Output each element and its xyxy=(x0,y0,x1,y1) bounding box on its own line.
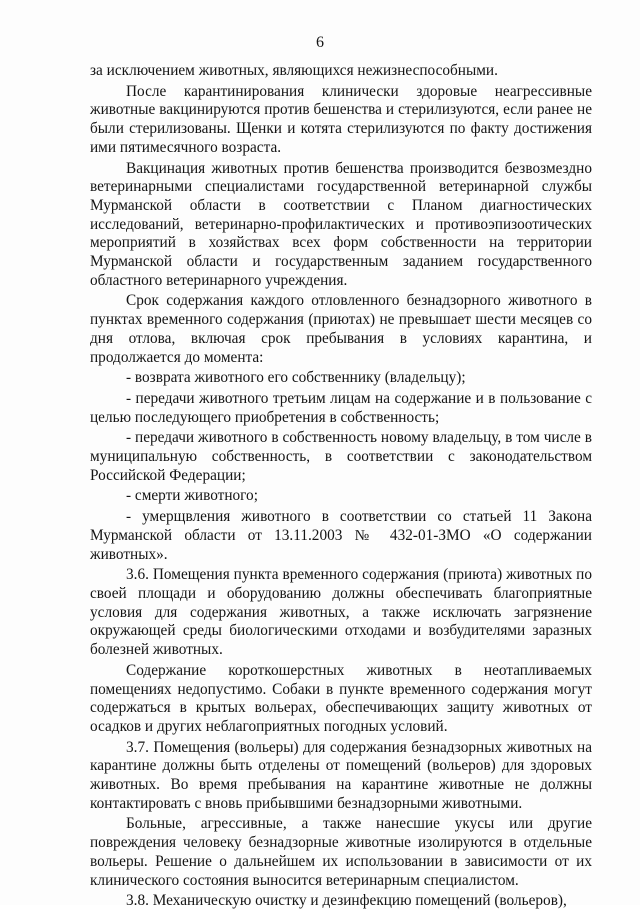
paragraph-section-3-7: 3.7. Помещения (вольеры) для содержания безнадзорных животных на карантине должны быть отделены от помещений (вольеров) для здоровых животных. Во время пребывания на карантине животные не должны контактировать с вновь прибывшими безнадзорными животными. xyxy=(90,738,592,812)
list-item-transfer-third-parties: - передачи животного третьим лицам на содержание и в пользование с целью последующего приобретения в собственность; xyxy=(90,389,592,426)
paragraph-section-3-6: 3.6. Помещения пункта временного содержания (приюта) животных по своей площади и оборудованию должны обеспечивать благоприятные условия для содержания животных, а также исключать загрязнение окружающей среды биологическими отходами и возбудителями заразных болезней животных. xyxy=(90,566,592,659)
paragraph-section-3-8: 3.8. Механическую очистку и дезинфекцию помещений (вольеров), xyxy=(126,892,567,910)
paragraph-rabies-vaccination: Вакцинация животных против бешенства производится безвозмездно ветеринарными специалистами государственной ветеринарной службы Мурманской области в соответствии с Планом диагностических исследований, ветеринарно-профилактических и противоэпизоотических мероприятий в хозяйствах всех форм собственности на территории Мурманской области и государственным заданием государственного областного ветеринарного учреждения. xyxy=(90,159,592,289)
paragraph-quarantine-vaccination: После карантинирования клинически здоровые неагрессивные животные вакцинируются против бешенства и стерилизуются, если ранее не были стерилизованы. Щенки и котята стерилизуются по факту достижения ими пятимесячного возраста. xyxy=(90,82,592,156)
paragraph-keeping-period: Срок содержания каждого отловленного безнадзорного животного в пунктах временного содержания (приютах) не превышает шести месяцев со дня отлова, включая срок пребывания в условиях карантина, и продолжается до момента: xyxy=(90,292,592,366)
document-body xyxy=(90,62,592,913)
list-item-return-to-owner: - возврата животного его собственнику (владельцу); xyxy=(126,369,466,387)
page-number: 6 xyxy=(316,34,324,51)
list-item-euthanasia: - умерщвления животного в соответствии со статьей 11 Закона Мурманской области от 13.11.2003 № 432-01-ЗМО «О содержании животных». xyxy=(90,508,592,563)
paragraph-short-haired-animals: Содержание короткошерстных животных в неотапливаемых помещениях недопустимо. Собаки в пункте временного содержания могут содержаться в крытых вольерах, обеспечивающих защиту животных от осадков и других неблагоприятных погодных условий. xyxy=(90,661,592,735)
list-item-death: - смерти животного; xyxy=(126,487,258,505)
list-item-transfer-new-owner: - передачи животного в собственность новому владельцу, в том числе в муниципальную собственность, в соответствии с законодательством Российской Федерации; xyxy=(90,429,592,484)
paragraph-continuation: за исключением животных, являющихся нежизнеспособными. xyxy=(90,62,498,79)
paragraph-sick-aggressive-animals: Больные, агрессивные, а также нанесшие укусы или другие повреждения человеку безнадзорные животные изолируются в отдельные вольеры. Решение о дальнейшем их использовании в зависимости от их клинического состояния выносится ветеринарным специалистом. xyxy=(90,815,592,889)
